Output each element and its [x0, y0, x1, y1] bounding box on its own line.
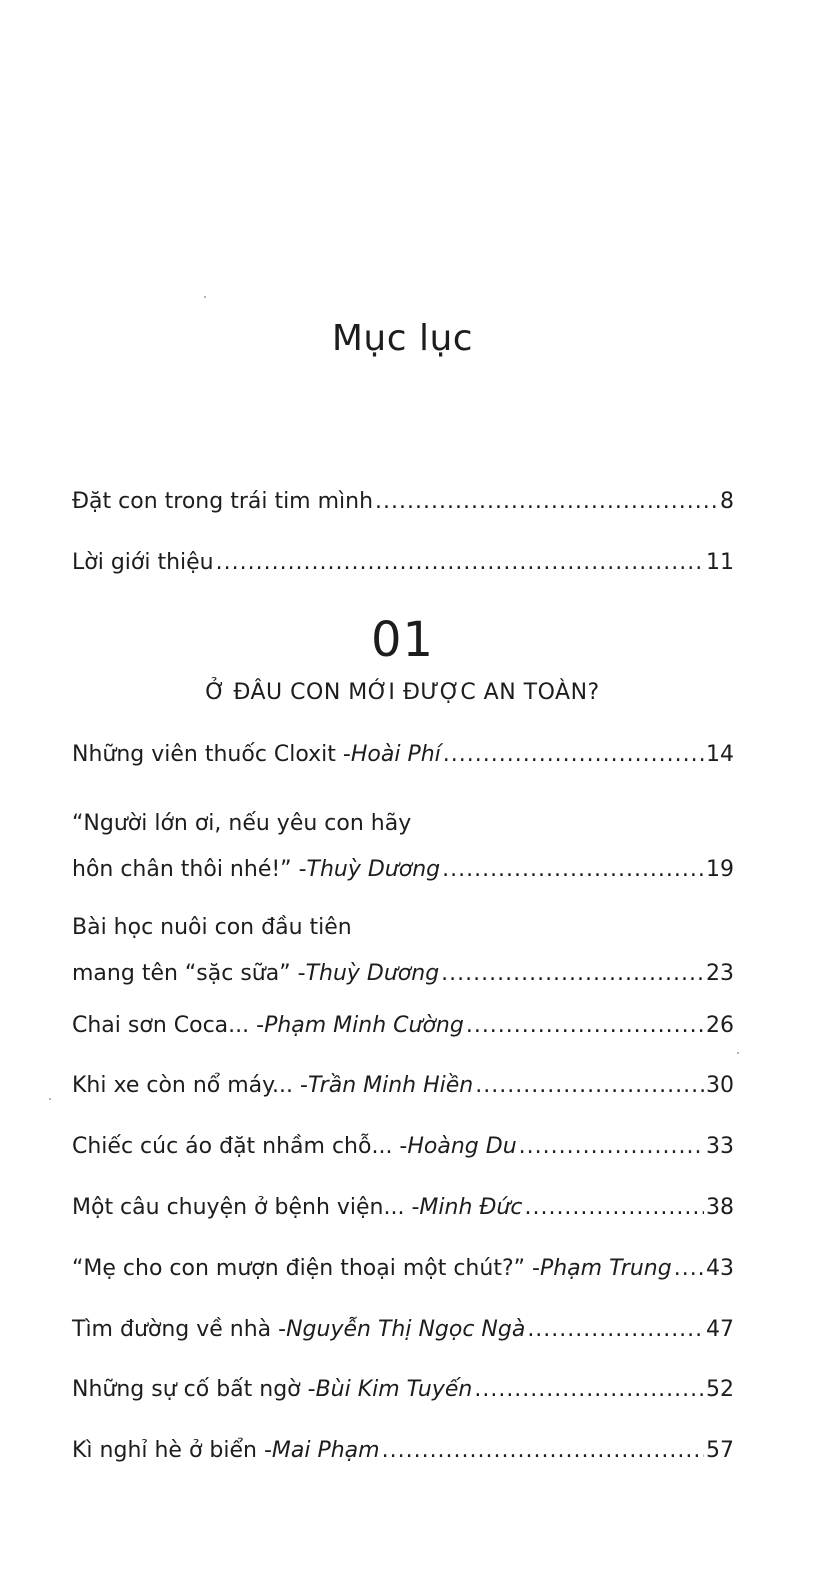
toc-entry [72, 1375, 734, 1405]
toc-entry [72, 548, 734, 578]
entry-title-line: “Người lớn ơi, nếu yêu con hãy [72, 811, 412, 836]
entry-author: Bùi Kim Tuyến [315, 1377, 473, 1402]
scan-speck [737, 1052, 739, 1054]
toc-entry [72, 1315, 734, 1345]
toc-entry [72, 487, 734, 517]
entry-title-line: Bài học nuôi con đầu tiên [72, 915, 352, 940]
toc-entry [72, 1071, 734, 1101]
entry-author: Hoài Phí [350, 742, 441, 767]
dot-leader [474, 1375, 704, 1405]
toc-title: Mục lục [331, 318, 474, 359]
toc-entry-row [72, 1375, 734, 1405]
toc-entry-row [72, 847, 734, 893]
dot-leader [375, 487, 718, 517]
dot-leader [527, 1315, 704, 1345]
entry-author: Phạm Trung [539, 1256, 672, 1281]
entry-title: Một câu chuyện ở bệnh viện... - [72, 1195, 420, 1220]
toc-entry-row [72, 1011, 734, 1041]
entry-author: Mai Phạm [271, 1438, 380, 1463]
entry-title: Khi xe còn nổ máy... - [72, 1073, 308, 1098]
toc-entry [72, 1193, 734, 1223]
dot-leader [441, 951, 704, 997]
entry-title: Chai sơn Coca... - [72, 1013, 265, 1038]
toc-entry [72, 740, 734, 770]
entry-author: Thuỳ Dương [306, 857, 441, 882]
toc-entry-row [72, 487, 734, 517]
entry-title: Chiếc cúc áo đặt nhầm chỗ... - [72, 1134, 408, 1159]
dot-leader [216, 548, 704, 578]
toc-entry [72, 1436, 734, 1466]
dot-leader [524, 1193, 704, 1223]
section-number: 01 [370, 612, 435, 668]
section-heading: Ở ĐÂU CON MỚI ĐƯỢC AN TOÀN? [205, 680, 600, 705]
scan-speck [49, 1098, 51, 1100]
entry-title: Đặt con trong trái tim mình [72, 489, 374, 514]
entry-title: Những sự cố bất ngờ - [72, 1377, 316, 1402]
entry-author: Nguyễn Thị Ngọc Ngà [286, 1317, 526, 1342]
entry-page-number: 38 [706, 1195, 734, 1220]
toc-entry [72, 905, 734, 997]
entry-title: Những viên thuốc Cloxit - [72, 742, 351, 767]
toc-entry-row [72, 1132, 734, 1162]
toc-entry [72, 1254, 734, 1284]
toc-entry-row [72, 1193, 734, 1223]
dot-leader [475, 1071, 704, 1101]
entry-page-number: 57 [706, 1438, 734, 1463]
entry-page-number: 14 [706, 742, 734, 767]
entry-author: Phạm Minh Cường [264, 1013, 464, 1038]
entry-title: mang tên “sặc sữa” - [72, 961, 306, 986]
entry-page-number: 19 [706, 857, 734, 882]
toc-entry-row [72, 1071, 734, 1101]
toc-entry-row [72, 1254, 734, 1284]
entry-page-number: 8 [720, 489, 734, 514]
entry-author: Trần Minh Hiền [307, 1073, 474, 1098]
scan-speck [204, 296, 206, 298]
toc-entry-row [72, 951, 734, 997]
entry-page-number: 23 [706, 961, 734, 986]
toc-entry [72, 1132, 734, 1162]
entry-page-number: 43 [706, 1256, 734, 1281]
dot-leader [382, 1436, 704, 1466]
entry-title: “Mẹ cho con mượn điện thoại một chút?” - [72, 1256, 540, 1281]
toc-entry-row [72, 1436, 734, 1466]
entry-page-number: 30 [706, 1073, 734, 1098]
entry-author: Minh Đức [419, 1195, 523, 1220]
dot-leader [674, 1254, 704, 1284]
dot-leader [442, 847, 704, 893]
dot-leader [519, 1132, 704, 1162]
entry-page-number: 52 [706, 1377, 734, 1402]
toc-entry [72, 1011, 734, 1041]
entry-page-number: 26 [706, 1013, 734, 1038]
entry-author: Hoàng Du [407, 1134, 517, 1159]
entry-page-number: 11 [706, 550, 734, 575]
entry-page-number: 47 [706, 1317, 734, 1342]
toc-entry-row [72, 548, 734, 578]
toc-entry-row [72, 1315, 734, 1345]
entry-title: Tìm đường về nhà - [72, 1317, 287, 1342]
entry-title: Lời giới thiệu [72, 550, 214, 575]
dot-leader [466, 1011, 704, 1041]
toc-entry [72, 801, 734, 893]
entry-author: Thuỳ Dương [305, 961, 440, 986]
toc-entry-row [72, 740, 734, 770]
entry-title: hôn chân thôi nhé!” - [72, 857, 307, 882]
dot-leader [443, 740, 704, 770]
entry-title: Kì nghỉ hè ở biển - [72, 1438, 272, 1463]
entry-page-number: 33 [706, 1134, 734, 1159]
